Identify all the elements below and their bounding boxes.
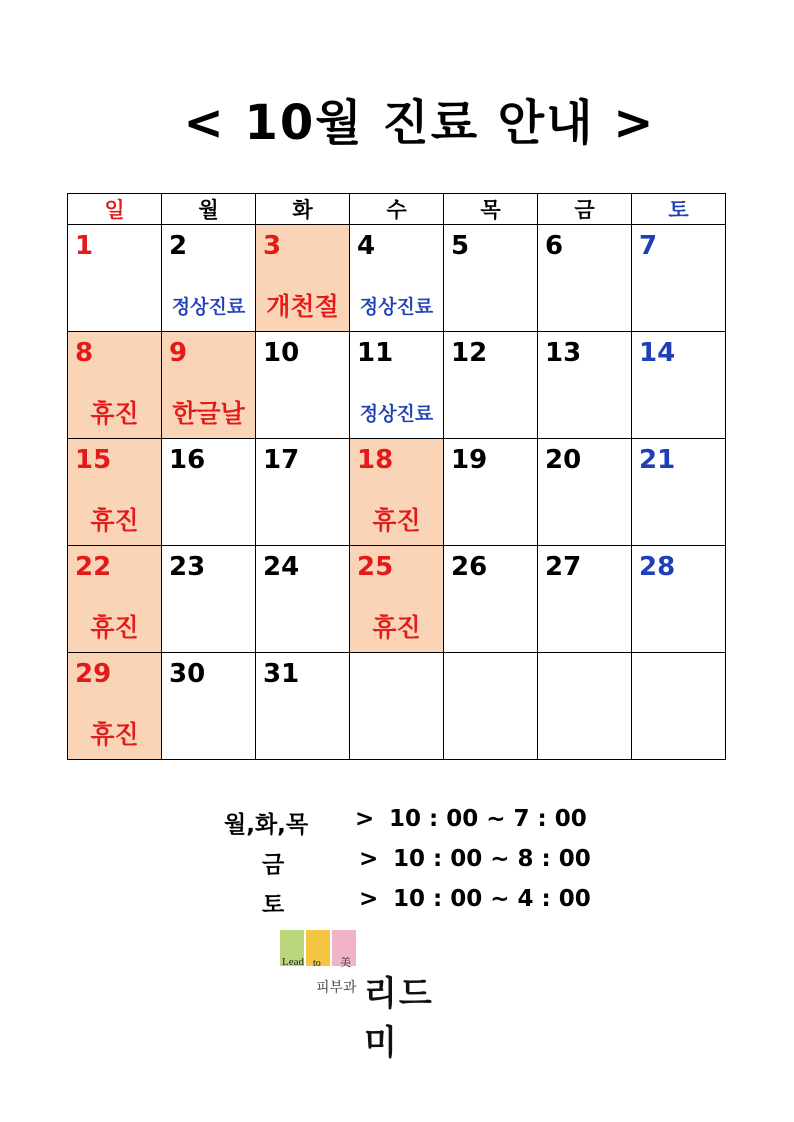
- day-note: 정상진료: [359, 296, 434, 318]
- weekday-header: 목: [444, 194, 538, 225]
- calendar-week-row: [68, 653, 726, 760]
- logo-to-text: to: [313, 958, 321, 969]
- day-number: 21: [639, 445, 676, 475]
- calendar-day-cell: [162, 546, 256, 653]
- day-number: 12: [451, 338, 488, 368]
- day-number: 3: [263, 231, 282, 261]
- day-number: 24: [263, 552, 300, 582]
- hours-row: [0, 846, 794, 876]
- calendar-day-cell: [538, 332, 632, 439]
- calendar-day-cell: [162, 653, 256, 760]
- day-number: 6: [545, 231, 564, 261]
- hours-days: 월,화,목: [224, 812, 309, 838]
- day-number: 1: [75, 231, 94, 261]
- calendar-day-cell: [162, 332, 256, 439]
- day-number: 7: [639, 231, 658, 261]
- day-note: 휴진: [372, 613, 421, 642]
- day-note: 개천절: [266, 292, 339, 321]
- day-number: 30: [169, 659, 206, 689]
- calendar-week-row: [68, 332, 726, 439]
- day-note: 휴진: [372, 506, 421, 535]
- calendar-week-row: [68, 439, 726, 546]
- weekday-header: 수: [350, 194, 444, 225]
- calendar-day-cell: [632, 439, 726, 546]
- calendar-day-cell: [538, 225, 632, 332]
- day-number: 15: [75, 445, 112, 475]
- calendar-table: [67, 193, 726, 760]
- calendar-week-row: [68, 225, 726, 332]
- hours-days: 금: [262, 852, 285, 878]
- day-number: 23: [169, 552, 206, 582]
- day-number: 11: [357, 338, 394, 368]
- calendar-day-cell: [68, 225, 162, 332]
- calendar-day-cell: [256, 332, 350, 439]
- day-number: 14: [639, 338, 676, 368]
- weekday-header: 화: [256, 194, 350, 225]
- day-note: 정상진료: [359, 403, 434, 425]
- day-note: 한글날: [172, 399, 245, 428]
- weekday-header: 월: [162, 194, 256, 225]
- weekday-header: 금: [538, 194, 632, 225]
- clinic-logo: [280, 930, 460, 1063]
- logo-lead-text: Lead: [282, 956, 304, 968]
- calendar-day-cell: [256, 225, 350, 332]
- day-number: 22: [75, 552, 112, 582]
- hours-days: 토: [262, 892, 285, 918]
- day-number: 31: [263, 659, 300, 689]
- calendar-day-cell: [68, 439, 162, 546]
- day-number: 19: [451, 445, 488, 475]
- calendar-week-row: [68, 546, 726, 653]
- calendar-day-cell: [350, 332, 444, 439]
- day-number: 18: [357, 445, 394, 475]
- day-note: 휴진: [90, 613, 139, 642]
- calendar-day-cell: [162, 225, 256, 332]
- hours-time: 10 : 00 ~ 4 : 00: [393, 886, 591, 912]
- calendar-day-cell: [632, 332, 726, 439]
- hours-time: 10 : 00 ~ 8 : 00: [393, 846, 591, 872]
- calendar-day-cell: [538, 653, 632, 760]
- hours-row: [0, 806, 794, 836]
- day-note: 휴진: [90, 506, 139, 535]
- logo-brand: 리드미: [364, 974, 434, 1063]
- hours-row: [0, 886, 794, 916]
- hours-arrow: >: [355, 806, 375, 832]
- calendar-day-cell: [632, 225, 726, 332]
- calendar-day-cell: [444, 546, 538, 653]
- day-number: 17: [263, 445, 300, 475]
- calendar-day-cell: [538, 439, 632, 546]
- calendar-day-cell: [350, 225, 444, 332]
- weekday-header-row: [68, 194, 726, 225]
- day-number: 4: [357, 231, 376, 261]
- day-note: 휴진: [90, 720, 139, 749]
- day-number: 10: [263, 338, 300, 368]
- calendar-day-cell: [632, 653, 726, 760]
- calendar-day-cell: [444, 653, 538, 760]
- logo-beauty-text: 美: [340, 957, 351, 969]
- day-number: 5: [451, 231, 470, 261]
- day-number: 25: [357, 552, 394, 582]
- day-number: 9: [169, 338, 188, 368]
- calendar-day-cell: [256, 439, 350, 546]
- calendar-day-cell: [444, 439, 538, 546]
- calendar-day-cell: [350, 546, 444, 653]
- calendar-day-cell: [632, 546, 726, 653]
- day-number: 16: [169, 445, 206, 475]
- day-number: 13: [545, 338, 582, 368]
- calendar-day-cell: [68, 546, 162, 653]
- calendar-day-cell: [444, 225, 538, 332]
- calendar-day-cell: [350, 653, 444, 760]
- day-number: 28: [639, 552, 676, 582]
- calendar-day-cell: [538, 546, 632, 653]
- day-note: 정상진료: [171, 296, 246, 318]
- day-number: 29: [75, 659, 112, 689]
- day-number: 27: [545, 552, 582, 582]
- weekday-header: 일: [68, 194, 162, 225]
- calendar-day-cell: [68, 653, 162, 760]
- weekday-header: 토: [632, 194, 726, 225]
- calendar-day-cell: [444, 332, 538, 439]
- calendar-day-cell: [256, 546, 350, 653]
- day-note: 휴진: [90, 399, 139, 428]
- hours-time: 10 : 00 ~ 7 : 00: [389, 806, 587, 832]
- page-title: < 10월 진료 안내 >: [183, 95, 656, 151]
- hours-arrow: >: [359, 846, 379, 872]
- hours-arrow: >: [359, 886, 379, 912]
- logo-subtitle: 피부과: [316, 980, 357, 996]
- day-number: 20: [545, 445, 582, 475]
- day-number: 2: [169, 231, 188, 261]
- day-number: 26: [451, 552, 488, 582]
- calendar-day-cell: [350, 439, 444, 546]
- calendar-day-cell: [256, 653, 350, 760]
- calendar-body: [68, 225, 726, 760]
- calendar-day-cell: [162, 439, 256, 546]
- day-number: 8: [75, 338, 94, 368]
- calendar-day-cell: [68, 332, 162, 439]
